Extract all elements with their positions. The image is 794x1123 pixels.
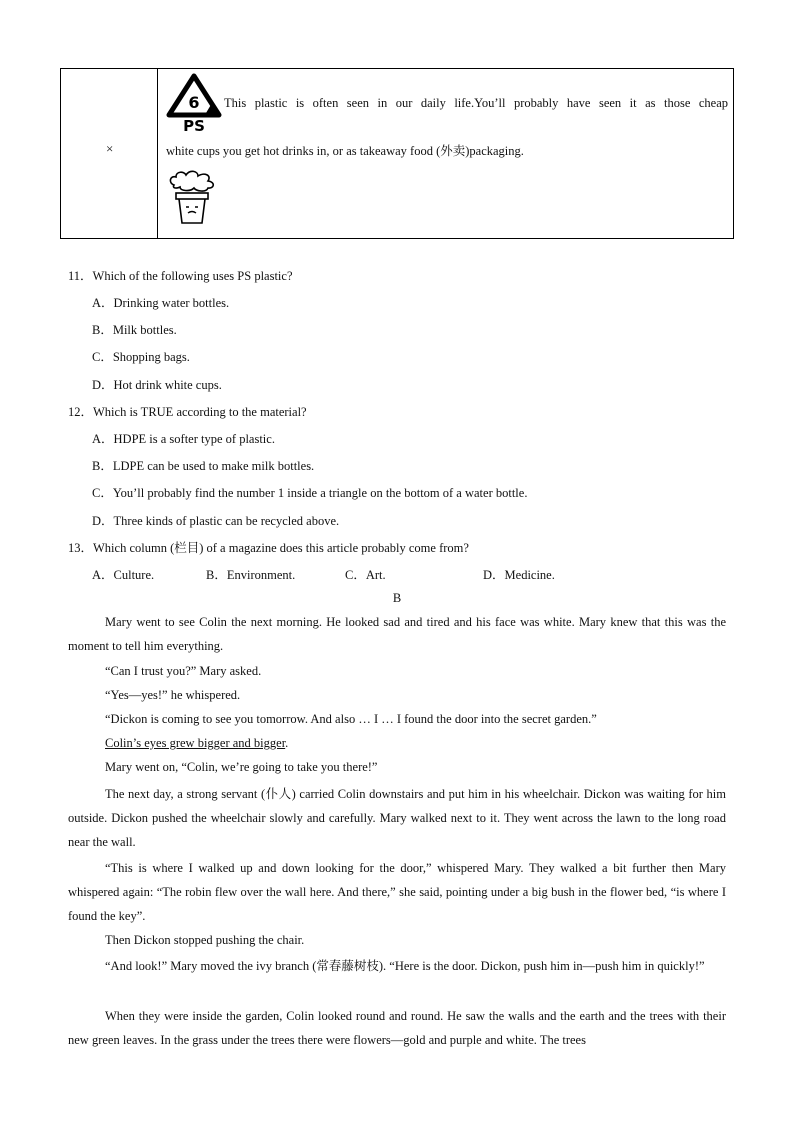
q12-option-d: D．Three kinds of plastic can be recycled above. <box>92 514 340 528</box>
q12-option-a: A．HDPE is a softer type of plastic. <box>92 432 275 446</box>
q13-options-row <box>92 565 555 583</box>
table-cell-content <box>158 69 733 238</box>
passage-paragraph-9: Then Dickon stopped pushing the chair. <box>105 933 305 947</box>
passage-paragraph-10: “And look!” Mary moved the ivy branch (常春藤树枝). “Here is the door. Dickon, push him in—push him in quickly!” <box>105 959 705 973</box>
passage-paragraph-3: “Yes—yes!” he whispered. <box>105 688 241 702</box>
table-cell-mark <box>61 69 158 238</box>
passage-paragraph-1: Mary went to see Colin the next morning. He looked sad and tired and his face was white. Mary knew that this was the moment to tell him everything. <box>68 615 726 653</box>
question-12-stem: 12．Which is TRUE according to the material? <box>68 405 307 419</box>
q11-option-d: D．Hot drink white cups. <box>92 378 222 392</box>
passage-paragraph-5: Colin’s eyes grew bigger and bigger. <box>105 736 289 750</box>
material-table <box>60 68 734 239</box>
q13-option-b: B．Environment. <box>206 568 296 582</box>
table-mark: × <box>106 141 114 156</box>
q13-option-d: D．Medicine. <box>483 568 555 582</box>
underlined-sentence: Colin’s eyes grew bigger and bigger <box>105 736 286 750</box>
passage-paragraph-8: “This is where I walked up and down looking for the door,” whispered Mary. They walked a bit further then Mary whispered again: “The robin flew over the wall here. And there,” she said, pointing under a big bush in the flower bed, “is where I found the key”. <box>68 861 726 923</box>
q12-option-b: B．LDPE can be used to make milk bottles. <box>92 459 315 473</box>
q13-option-a: A．Culture. <box>92 568 155 582</box>
passage-paragraph-11: When they were inside the garden, Colin looked round and round. He saw the walls and the earth and the trees with their new green leaves. In the grass under the trees there were flowers—gold and purple and white. The trees <box>68 1009 726 1047</box>
passage-paragraph-2: “Can I trust you?” Mary asked. <box>105 664 262 678</box>
svg-text:PS: PS <box>183 117 205 133</box>
question-11-stem: 11．Which of the following uses PS plastic? <box>68 269 293 283</box>
q12-option-c: C．You’ll probably find the number 1 inside a triangle on the bottom of a water bottle. <box>92 486 528 500</box>
passage-paragraph-6: Mary went on, “Colin, we’re going to take you there!” <box>105 760 378 774</box>
hot-drink-cup-icon <box>166 169 218 227</box>
svg-text:6: 6 <box>188 93 200 112</box>
recycle-6-ps-icon <box>166 73 222 133</box>
q13-option-c: C．Art. <box>345 568 386 582</box>
passage-paragraph-4: “Dickon is coming to see you tomorrow. And also … I … I found the door into the secret garden.” <box>105 712 597 726</box>
q11-option-b: B．Milk bottles. <box>92 323 177 337</box>
material-line-1: This plastic is often seen in our daily life.You’ll probably have seen it as those cheap <box>224 96 728 110</box>
q11-option-a: A．Drinking water bottles. <box>92 296 230 310</box>
q11-option-c: C．Shopping bags. <box>92 350 190 364</box>
passage-paragraph-7: The next day, a strong servant (仆人) carried Colin downstairs and put him in his wheelchair. Dickon was waiting for him outside. Dickon pushed the wheelchair slowly and carefully. Mary walked next to it. They went across the lawn to the long road near the wall. <box>68 787 726 849</box>
question-13-stem: 13．Which column (栏目) of a magazine does this article probably come from? <box>68 541 469 555</box>
material-line-2: white cups you get hot drinks in, or as takeaway food (外卖)packaging. <box>166 144 524 158</box>
section-label: B <box>392 591 402 605</box>
